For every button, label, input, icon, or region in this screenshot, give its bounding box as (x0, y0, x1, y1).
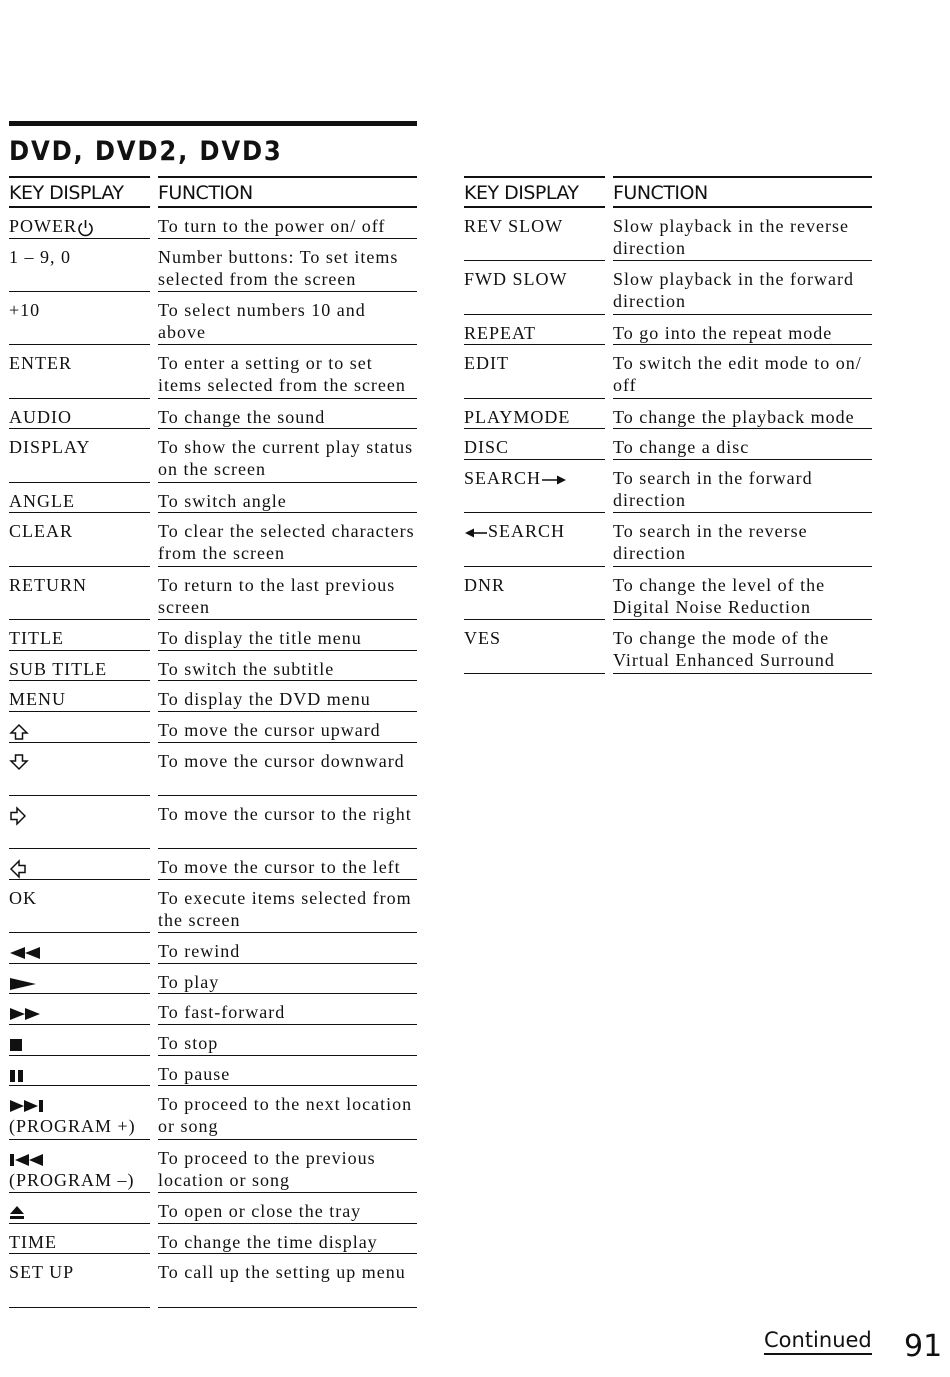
table-row (9, 567, 417, 620)
function-cell: To pause (158, 1056, 417, 1087)
function-cell: To move the cursor to the right (158, 796, 417, 849)
table-row (9, 681, 417, 712)
key-cell: DISPLAY (9, 429, 150, 482)
function-cell: To change a disc (613, 429, 872, 460)
table-row (9, 1056, 417, 1087)
key-label: POWER (9, 216, 77, 236)
function-cell: To return to the last previous screen (158, 567, 417, 620)
table-row (9, 651, 417, 682)
table-row (464, 208, 872, 261)
function-cell: To select numbers 10 and above (158, 292, 417, 345)
header-function: FUNCTION (158, 176, 417, 208)
table-row (464, 261, 872, 314)
table-header (464, 176, 872, 208)
header-key-display: KEY DISPLAY (464, 176, 605, 208)
table-row (464, 513, 872, 566)
arrow-right-icon (9, 806, 27, 826)
table-row (9, 429, 417, 482)
table-row (9, 712, 417, 743)
table-row (9, 239, 417, 292)
header-function: FUNCTION (613, 176, 872, 208)
table-header (9, 176, 417, 208)
key-cell: CLEAR (9, 513, 150, 566)
key-cell: TITLE (9, 620, 150, 651)
function-cell: To play (158, 964, 417, 995)
function-cell: To change the sound (158, 399, 417, 430)
function-cell: To execute items selected from the screen (158, 880, 417, 933)
key-cell: DNR (464, 567, 605, 620)
arrow-up-icon (9, 723, 29, 741)
key-function-table-right (464, 176, 872, 674)
key-cell (9, 1056, 150, 1087)
key-cell: PLAYMODE (464, 399, 605, 430)
section-header (9, 121, 417, 170)
key-cell (9, 796, 150, 849)
function-cell: To move the cursor upward (158, 712, 417, 743)
key-cell: EDIT (464, 345, 605, 398)
key-cell: RETURN (9, 567, 150, 620)
function-cell: To turn to the power on/ off (158, 208, 417, 239)
function-cell: To move the cursor downward (158, 743, 417, 796)
function-cell: To change the mode of the Virtual Enhanced Surround (613, 620, 872, 673)
key-cell (9, 1140, 150, 1193)
function-cell: To display the title menu (158, 620, 417, 651)
key-label: (PROGRAM –) (9, 1169, 135, 1190)
key-cell (9, 208, 150, 239)
table-row (464, 567, 872, 620)
table-row (9, 513, 417, 566)
key-cell: SUB TITLE (9, 651, 150, 682)
key-cell: REV SLOW (464, 208, 605, 261)
header-key-display: KEY DISPLAY (9, 176, 150, 208)
function-cell: To search in the forward direction (613, 460, 872, 513)
table-row (9, 1224, 417, 1255)
key-cell: OK (9, 880, 150, 933)
function-cell: To enter a setting or to set items selected from the screen (158, 345, 417, 398)
function-cell: To switch the edit mode to on/ off (613, 345, 872, 398)
arrow-left-icon (9, 859, 27, 879)
table-row (464, 460, 872, 513)
key-cell (9, 849, 150, 880)
key-cell: +10 (9, 292, 150, 345)
pause-icon (9, 1069, 25, 1083)
page-number: 91 (904, 1329, 943, 1364)
key-cell: AUDIO (9, 399, 150, 430)
table-row (9, 208, 417, 239)
key-cell (9, 1025, 150, 1056)
function-cell: To search in the reverse direction (613, 513, 872, 566)
table-row (9, 399, 417, 430)
key-cell: FWD SLOW (464, 261, 605, 314)
function-cell: To show the current play status on the screen (158, 429, 417, 482)
table-row (9, 796, 417, 849)
function-cell: Slow playback in the forward direction (613, 261, 872, 314)
table-row (9, 880, 417, 933)
function-cell: To clear the selected characters from the screen (158, 513, 417, 566)
table-row (9, 620, 417, 651)
table-row (9, 1086, 417, 1139)
key-label: (PROGRAM +) (9, 1116, 136, 1137)
table-row (9, 483, 417, 514)
function-cell: To proceed to the previous location or song (158, 1140, 417, 1193)
function-cell: To open or close the tray (158, 1193, 417, 1224)
key-cell (9, 994, 150, 1025)
fast-forward-icon (9, 1007, 41, 1021)
key-cell: 1 – 9, 0 (9, 239, 150, 292)
key-cell: SET UP (9, 1254, 150, 1307)
key-cell (9, 933, 150, 964)
function-cell: To change the time display (158, 1224, 417, 1255)
table-row (464, 315, 872, 346)
function-cell: Slow playback in the reverse direction (613, 208, 872, 261)
key-cell: ANGLE (9, 483, 150, 514)
key-cell (9, 743, 150, 796)
function-cell: Number buttons: To set items selected from the screen (158, 239, 417, 292)
continued-label: Continued (764, 1328, 872, 1355)
table-row (9, 1140, 417, 1193)
arrow-left-long-icon (464, 527, 488, 539)
table-row (464, 620, 872, 673)
table-row (9, 933, 417, 964)
table-row (9, 1025, 417, 1056)
next-track-icon (9, 1099, 45, 1113)
table-row (9, 292, 417, 345)
key-cell: ENTER (9, 345, 150, 398)
table-row (464, 399, 872, 430)
key-cell (464, 460, 605, 513)
key-label: SEARCH (488, 521, 566, 542)
key-cell: TIME (9, 1224, 150, 1255)
key-cell: DISC (464, 429, 605, 460)
function-cell: To rewind (158, 933, 417, 964)
table-row (9, 964, 417, 995)
table-row (9, 1193, 417, 1224)
key-label: SEARCH (464, 467, 542, 488)
function-cell: To go into the repeat mode (613, 315, 872, 346)
table-row (9, 849, 417, 880)
table-row (9, 743, 417, 796)
table-row (9, 345, 417, 398)
arrow-down-icon (9, 753, 29, 771)
key-cell (9, 712, 150, 743)
key-cell: VES (464, 620, 605, 673)
key-cell (9, 1193, 150, 1224)
section-title: DVD, DVD2, DVD3 (9, 136, 283, 167)
previous-track-icon (9, 1153, 45, 1167)
key-function-table-left (9, 176, 417, 1308)
table-row (464, 429, 872, 460)
function-cell: To switch angle (158, 483, 417, 514)
play-icon (9, 977, 37, 991)
rewind-icon (9, 946, 41, 960)
power-icon (77, 219, 94, 237)
function-cell: To fast-forward (158, 994, 417, 1025)
function-cell: To change the playback mode (613, 399, 872, 430)
key-cell: MENU (9, 681, 150, 712)
table-row (9, 1254, 417, 1307)
function-cell: To switch the subtitle (158, 651, 417, 682)
key-cell (9, 964, 150, 995)
arrow-right-long-icon (541, 474, 567, 486)
function-cell: To change the level of the Digital Noise Reduction (613, 567, 872, 620)
eject-icon (9, 1205, 25, 1221)
key-cell: REPEAT (464, 315, 605, 346)
table-row (9, 994, 417, 1025)
key-cell (9, 1086, 150, 1139)
stop-icon (9, 1038, 23, 1052)
function-cell: To display the DVD menu (158, 681, 417, 712)
function-cell: To move the cursor to the left (158, 849, 417, 880)
key-cell (464, 513, 605, 566)
function-cell: To stop (158, 1025, 417, 1056)
function-cell: To call up the setting up menu (158, 1254, 417, 1307)
function-cell: To proceed to the next location or song (158, 1086, 417, 1139)
table-row (464, 345, 872, 398)
